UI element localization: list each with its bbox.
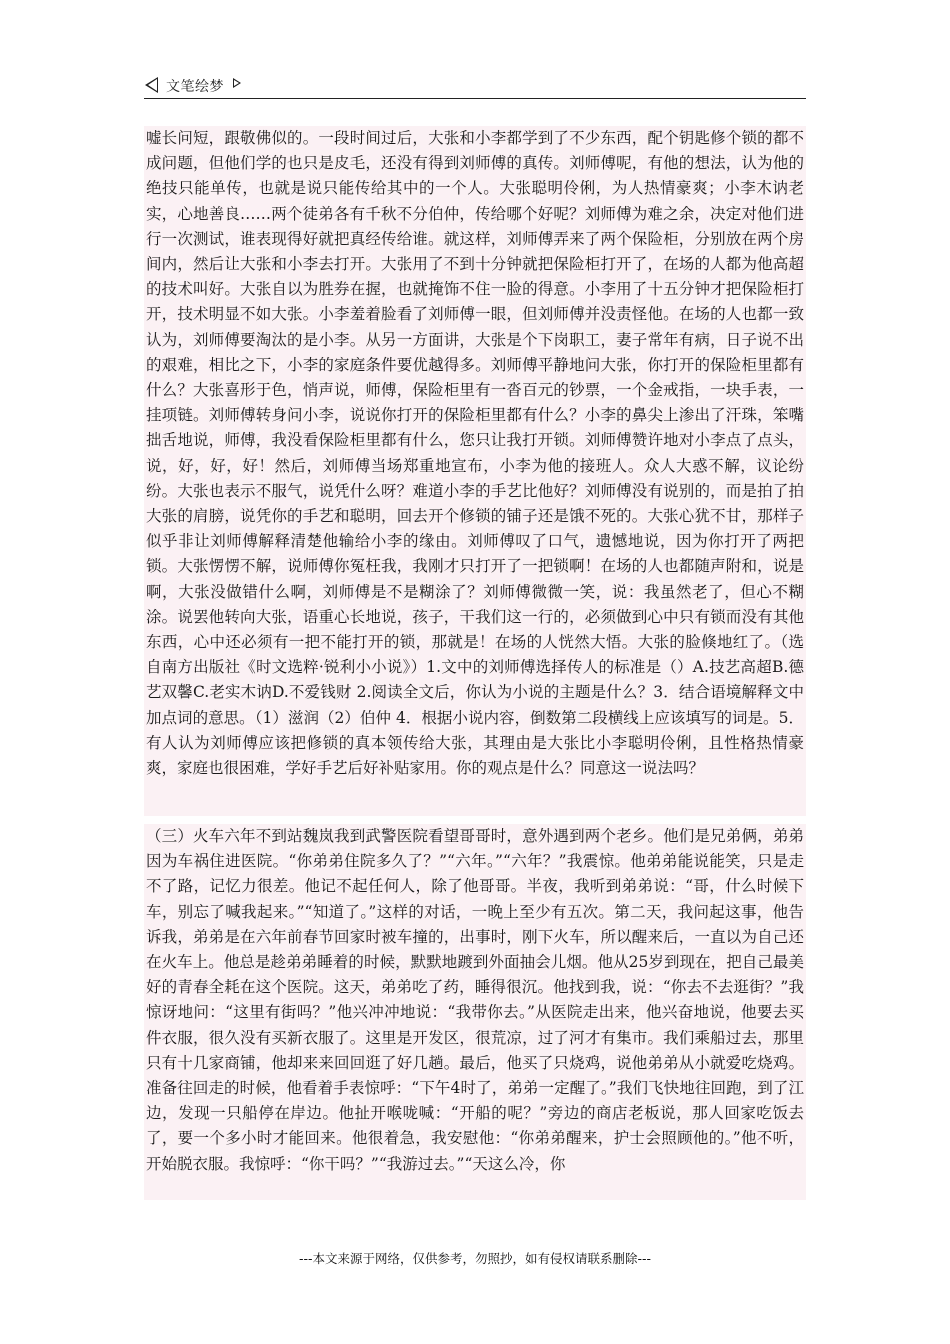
triangle-right-icon (233, 78, 241, 88)
page-header (144, 74, 806, 99)
triangle-left-icon (145, 77, 158, 93)
page-footer-notice: ---本文来源于网络，仅供参考，勿照抄，如有侵权请联系删除--- (298, 1251, 652, 1266)
text-block-story-one: 嘘长问短，跟敬佛似的。一段时间过后，大张和小李都学到了不少东西，配个钥匙修个锁的都不成问题，但他们学的也只是皮毛，还没有得到刘师傅的真传。刘师傅呢，有他的想法，认为他的绝技只能单传，也就是说只能传给其中的一个人。大张聪明伶俐，为人热情豪爽；小李木讷老实，心地善良……两个徒弟各有千秋不分伯仲，传给哪个好呢？刘师傅为难之余，决定对他们进行一次测试，谁表现得好就把真经传给谁。就这样，刘师傅弄来了两个保险柜，分别放在两个房间内，然后让大张和小李去打开。大张用了不到十分钟就把保险柜打开了，在场的人都为他高超的技术叫好。大张自以为胜券在握，也就掩饰不住一脸的得意。小李用了十五分钟才把保险柜打开，技术明显不如大张。小李羞着脸看了刘师傅一眼，但刘师傅并没责怪他。在场的人也都一致认为，刘师傅要淘汰的是小李。从另一方面讲，大张是个下岗职工，妻子常年有病，日子说不出的艰难，相比之下，小李的家庭条件要优越得多。刘师傅平静地问大张，你打开的保险柜里都有什么？大张喜形于色，悄声说，师傅，保险柜里有一沓百元的钞票，一个金戒指，一块手表，一挂项链。刘师傅转身问小李，说说你打开的保险柜里都有什么？小李的鼻尖上渗出了汗珠，笨嘴拙舌地说，师傅，我没看保险柜里都有什么，您只让我打开锁。刘师傅赞许地对小李点了点头，说，好，好，好！然后，刘师傅当场郑重地宣布，小李为他的接班人。众人大惑不解，议论纷纷。大张也表示不服气，说凭什么呀？难道小李的手艺比他好？刘师傅没有说别的，而是拍了拍大张的肩膀，说凭你的手艺和聪明，回去开个修锁的铺子还是饿不死的。大张心犹不甘，那样子似乎非让刘师傅解释清楚他输给小李的缘由。刘师傅叹了口气，遗憾地说，因为你打开了两把锁。大张愣愣不解，说师傅你冤枉我，我刚才只打开了一把锁啊！在场的人也都随声附和，说是啊，大张没做错什么啊，刘师傅是不是糊涂了？刘师傅微微一笑，说：我虽然老了，但心不糊涂。说罢他转向大张，语重心长地说，孩子，干我们这一行的，必须做到心中只有锁而没有其他东西，心中还必须有一把不能打开的锁，那就是！在场的人恍然大悟。大张的脸倏地红了。（选自南方出版社《时文选粹·锐利小小说》）1.文中的刘师傅选择传人的标准是（）A.技艺高超B.德艺双馨C.老实木讷D.不爱钱财 2.阅读全文后，你认为小说的主题是什么？3．结合语境解释文中加点词的意思。（1）滋润（2）伯仲 4．根据小说内容，倒数第二段横线上应该填写的词是。5．有人认为刘师傅应该把修锁的真本领传给大张，其理由是大张比小李聪明伶俐，且性格热情豪爽，家庭也很困难，学好手艺后好补贴家用。你的观点是什么？同意这一说法吗？ (144, 126, 806, 816)
header-brand: 文笔绘梦 (166, 79, 224, 95)
text-block-story-two: （三）火车六年不到站魏岚我到武警医院看望哥哥时，意外遇到两个老乡。他们是兄弟俩，弟弟因为车祸住进医院。“你弟弟住院多久了？”“六年。”“六年？”我震惊。他弟弟能说能笑，只是走不了路，记忆力很差。他记不起任何人，除了他哥哥。半夜，我听到弟弟说：“哥，什么时候下车，别忘了喊我起来。”“知道了。”这样的对话，一晚上至少有五次。第二天，我问起这事，他告诉我，弟弟是在六年前春节回家时被车撞的，出事时，刚下火车，所以醒来后，一直以为自己还在火车上。他总是趁弟弟睡着的时候，默默地踱到外面抽会儿烟。他从25岁到现在，把自己最美好的青春全耗在这个医院。这天，弟弟吃了药，睡得很沉。他找到我，说：“你去不去逛街？”我惊讶地问：“这里有街吗？”他兴冲冲地说：“我带你去。”从医院走出来，他兴奋地说，他要去买件衣服，很久没有买新衣服了。这里是开发区，很荒凉，过了河才有集市。我们乘船过去，那里只有十几家商铺，他却来来回回逛了好几趟。最后，他买了只烧鸡，说他弟弟从小就爱吃烧鸡。准备往回走的时候，他看着手表惊呼：“下午4时了，弟弟一定醒了。”我们飞快地往回跑，到了江边，发现一只船停在岸边。他扯开喉咙喊：“开船的呢？”旁边的商店老板说，那人回家吃饭去了，要一个多小时才能回来。他很着急，我安慰他：“你弟弟醒来，护士会照顾他的。”他不听，开始脱衣服。我惊呼：“你干吗？”“我游过去。”“天这么冷，你 (144, 824, 806, 1200)
